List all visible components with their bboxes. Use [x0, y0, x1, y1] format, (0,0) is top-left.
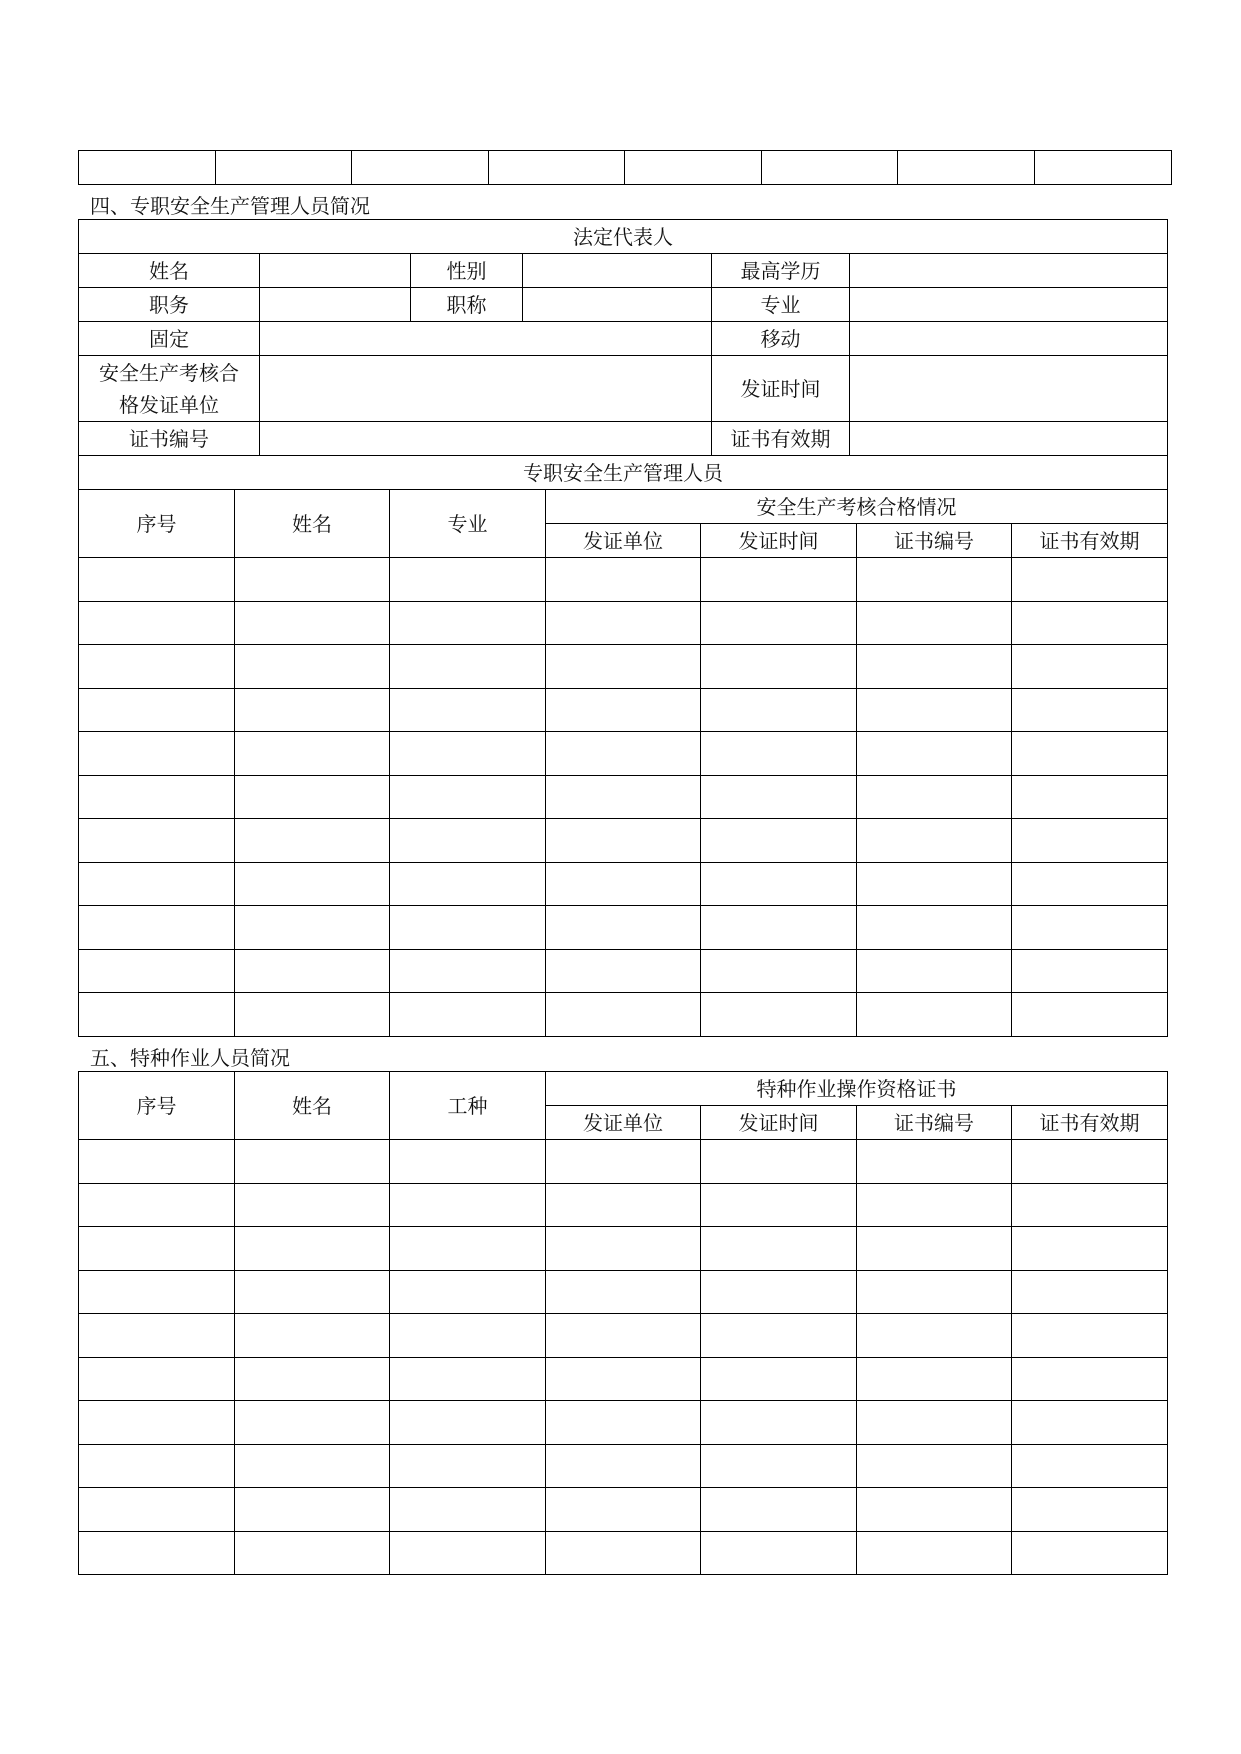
table-cell[interactable] — [1012, 1531, 1168, 1575]
table-cell[interactable] — [235, 906, 390, 950]
table-cell[interactable] — [1012, 732, 1168, 776]
table-cell[interactable] — [857, 819, 1012, 863]
table-cell[interactable] — [235, 1270, 390, 1314]
table-cell[interactable] — [390, 1444, 546, 1488]
table-cell[interactable] — [857, 862, 1012, 906]
empty-cell[interactable] — [216, 151, 352, 185]
table-cell[interactable] — [546, 1183, 701, 1227]
section4-heading: 四、专职安全生产管理人员简况 — [90, 194, 370, 218]
table-cell[interactable] — [1012, 862, 1168, 906]
empty-cell[interactable] — [79, 151, 216, 185]
gender-field[interactable] — [523, 254, 712, 288]
table-cell[interactable] — [235, 993, 390, 1037]
table-cell[interactable] — [546, 1227, 701, 1271]
table-cell[interactable] — [857, 1357, 1012, 1401]
staff-row — [79, 688, 1168, 732]
table-cell[interactable] — [857, 1488, 1012, 1532]
special-ops-row — [79, 1531, 1168, 1575]
table-cell[interactable] — [235, 1183, 390, 1227]
education-label: 最高学历 — [712, 254, 850, 288]
table-cell[interactable] — [701, 906, 857, 950]
table-cell[interactable] — [390, 558, 546, 602]
table-cell[interactable] — [1012, 906, 1168, 950]
cert-valid-field[interactable] — [850, 422, 1168, 456]
table-cell[interactable] — [857, 1444, 1012, 1488]
table-cell[interactable] — [390, 906, 546, 950]
table-cell[interactable] — [79, 1488, 235, 1532]
table-cell[interactable] — [1012, 601, 1168, 645]
table-cell[interactable] — [546, 993, 701, 1037]
table-cell[interactable] — [390, 862, 546, 906]
table-cell[interactable] — [235, 1444, 390, 1488]
table-cell[interactable] — [235, 1488, 390, 1532]
table-cell[interactable] — [390, 819, 546, 863]
staff-col-time: 发证时间 — [701, 524, 857, 558]
table-cell[interactable] — [235, 558, 390, 602]
table-cell[interactable] — [701, 1183, 857, 1227]
table-cell[interactable] — [390, 1140, 546, 1184]
special-ops-row — [79, 1270, 1168, 1314]
name-label: 姓名 — [79, 254, 260, 288]
table-cell[interactable] — [1012, 1444, 1168, 1488]
table-cell[interactable] — [79, 1531, 235, 1575]
empty-cell[interactable] — [762, 151, 898, 185]
table-cell[interactable] — [1012, 819, 1168, 863]
table-cell[interactable] — [79, 949, 235, 993]
table-cell[interactable] — [79, 1444, 235, 1488]
staff-row — [79, 862, 1168, 906]
staff-row — [79, 819, 1168, 863]
table-cell[interactable] — [235, 688, 390, 732]
table-cell[interactable] — [1012, 775, 1168, 819]
staff-title: 专职安全生产管理人员 — [79, 456, 1168, 490]
table-cell[interactable] — [701, 558, 857, 602]
empty-cell[interactable] — [352, 151, 489, 185]
staff-row — [79, 601, 1168, 645]
table-cell[interactable] — [79, 819, 235, 863]
table-cell[interactable] — [546, 601, 701, 645]
table-cell[interactable] — [235, 819, 390, 863]
table-cell[interactable] — [546, 1314, 701, 1358]
table-cell[interactable] — [546, 1357, 701, 1401]
table-cell[interactable] — [546, 688, 701, 732]
cert-time-field[interactable] — [850, 356, 1168, 422]
table-cell[interactable] — [857, 906, 1012, 950]
table-cell[interactable] — [701, 775, 857, 819]
table-cell[interactable] — [857, 732, 1012, 776]
table-cell[interactable] — [546, 1270, 701, 1314]
table-cell[interactable] — [1012, 1401, 1168, 1445]
staff-row — [79, 993, 1168, 1037]
landline-field[interactable] — [260, 322, 712, 356]
table-cell[interactable] — [701, 819, 857, 863]
table-cell[interactable] — [857, 558, 1012, 602]
table-cell[interactable] — [546, 1140, 701, 1184]
staff-row — [79, 732, 1168, 776]
special-ops-row — [79, 1183, 1168, 1227]
table-cell[interactable] — [701, 1140, 857, 1184]
table-cell[interactable] — [235, 732, 390, 776]
table-cell[interactable] — [546, 862, 701, 906]
table-cell[interactable] — [79, 1227, 235, 1271]
table-cell[interactable] — [390, 732, 546, 776]
table-cell[interactable] — [701, 601, 857, 645]
staff-row — [79, 558, 1168, 602]
table-cell[interactable] — [79, 645, 235, 689]
table-cell[interactable] — [546, 558, 701, 602]
empty-cell[interactable] — [1035, 151, 1172, 185]
special-col-cert-no: 证书编号 — [857, 1106, 1012, 1140]
table-cell[interactable] — [79, 688, 235, 732]
table-cell[interactable] — [79, 732, 235, 776]
table-cell[interactable] — [390, 1401, 546, 1445]
special-ops-row — [79, 1357, 1168, 1401]
table-cell[interactable] — [701, 1488, 857, 1532]
major-label: 专业 — [712, 288, 850, 322]
empty-cell[interactable] — [625, 151, 762, 185]
major-field[interactable] — [850, 288, 1168, 322]
table-cell[interactable] — [701, 1531, 857, 1575]
table-cell[interactable] — [79, 1140, 235, 1184]
cert-unit-label: 安全生产考核合格发证单位 — [79, 356, 260, 422]
table-cell[interactable] — [857, 1401, 1012, 1445]
table-cell[interactable] — [235, 1531, 390, 1575]
table-cell[interactable] — [1012, 1183, 1168, 1227]
special-col-name: 姓名 — [235, 1072, 390, 1140]
table-cell[interactable] — [79, 1357, 235, 1401]
table-cell[interactable] — [390, 775, 546, 819]
table-cell[interactable] — [546, 775, 701, 819]
table-cell[interactable] — [701, 949, 857, 993]
staff-row — [79, 775, 1168, 819]
table-cell[interactable] — [1012, 1270, 1168, 1314]
table-cell[interactable] — [857, 1314, 1012, 1358]
table-cell[interactable] — [235, 1357, 390, 1401]
gender-label: 性别 — [411, 254, 523, 288]
table-cell[interactable] — [546, 949, 701, 993]
table-cell[interactable] — [857, 1270, 1012, 1314]
staff-col-unit: 发证单位 — [546, 524, 701, 558]
staff-group-label: 安全生产考核合格情况 — [546, 490, 1168, 524]
cert-unit-field[interactable] — [260, 356, 712, 422]
table-cell[interactable] — [857, 993, 1012, 1037]
table-cell[interactable] — [79, 601, 235, 645]
table-cell[interactable] — [79, 862, 235, 906]
staff-row — [79, 645, 1168, 689]
mobile-field[interactable] — [850, 322, 1168, 356]
special-ops-row — [79, 1140, 1168, 1184]
table-cell[interactable] — [546, 906, 701, 950]
staff-col-no: 序号 — [79, 490, 235, 558]
empty-cell[interactable] — [489, 151, 625, 185]
section5-heading: 五、特种作业人员简况 — [90, 1046, 290, 1070]
position-field[interactable] — [260, 288, 411, 322]
table-cell[interactable] — [701, 862, 857, 906]
cert-no-label: 证书编号 — [79, 422, 260, 456]
table-cell[interactable] — [79, 1401, 235, 1445]
table-cell[interactable] — [390, 949, 546, 993]
table-cell[interactable] — [79, 993, 235, 1037]
table-cell[interactable] — [857, 645, 1012, 689]
table-cell[interactable] — [546, 1488, 701, 1532]
cert-valid-label: 证书有效期 — [712, 422, 850, 456]
special-ops-row — [79, 1488, 1168, 1532]
previous-table-continuation — [78, 150, 1172, 185]
table-cell[interactable] — [1012, 645, 1168, 689]
table-cell[interactable] — [701, 645, 857, 689]
table-cell[interactable] — [857, 1227, 1012, 1271]
table-cell[interactable] — [701, 1357, 857, 1401]
table-cell[interactable] — [390, 1314, 546, 1358]
table-cell[interactable] — [390, 1488, 546, 1532]
cert-no-field[interactable] — [260, 422, 712, 456]
table-cell[interactable] — [390, 1183, 546, 1227]
special-ops-row — [79, 1314, 1168, 1358]
table-cell[interactable] — [235, 1314, 390, 1358]
table-cell[interactable] — [390, 1357, 546, 1401]
special-col-trade: 工种 — [390, 1072, 546, 1140]
table-cell[interactable] — [390, 688, 546, 732]
staff-col-major: 专业 — [390, 490, 546, 558]
table-cell[interactable] — [1012, 1488, 1168, 1532]
table-cell[interactable] — [235, 949, 390, 993]
table-cell[interactable] — [390, 1531, 546, 1575]
table-cell[interactable] — [390, 601, 546, 645]
table-cell[interactable] — [390, 645, 546, 689]
table-cell[interactable] — [857, 949, 1012, 993]
table-cell[interactable] — [701, 1444, 857, 1488]
table-cell[interactable] — [546, 1531, 701, 1575]
table-cell[interactable] — [1012, 993, 1168, 1037]
staff-row — [79, 949, 1168, 993]
special-ops-row — [79, 1227, 1168, 1271]
table-cell[interactable] — [701, 1270, 857, 1314]
table-cell[interactable] — [390, 1227, 546, 1271]
table-cell[interactable] — [701, 1401, 857, 1445]
table-cell[interactable] — [857, 688, 1012, 732]
staff-row — [79, 906, 1168, 950]
special-col-valid: 证书有效期 — [1012, 1106, 1168, 1140]
table-cell[interactable] — [1012, 1357, 1168, 1401]
table-cell[interactable] — [1012, 1140, 1168, 1184]
special-col-time: 发证时间 — [701, 1106, 857, 1140]
table-cell[interactable] — [235, 1140, 390, 1184]
title-field[interactable] — [523, 288, 712, 322]
name-field[interactable] — [260, 254, 411, 288]
table-cell[interactable] — [79, 1270, 235, 1314]
table-cell[interactable] — [1012, 1227, 1168, 1271]
table-cell[interactable] — [390, 1270, 546, 1314]
table-cell[interactable] — [79, 775, 235, 819]
empty-cell[interactable] — [898, 151, 1035, 185]
table-cell[interactable] — [546, 645, 701, 689]
title-label: 职称 — [411, 288, 523, 322]
staff-table — [78, 489, 1168, 1037]
table-cell[interactable] — [546, 732, 701, 776]
table-cell[interactable] — [390, 993, 546, 1037]
special-ops-table — [78, 1071, 1168, 1575]
table-cell[interactable] — [857, 775, 1012, 819]
table-cell[interactable] — [79, 906, 235, 950]
table-cell[interactable] — [79, 1314, 235, 1358]
special-col-no: 序号 — [79, 1072, 235, 1140]
table-cell[interactable] — [79, 558, 235, 602]
special-col-unit: 发证单位 — [546, 1106, 701, 1140]
table-cell[interactable] — [1012, 1314, 1168, 1358]
table-cell[interactable] — [546, 1444, 701, 1488]
table-cell[interactable] — [235, 862, 390, 906]
table-cell[interactable] — [235, 775, 390, 819]
table-cell[interactable] — [1012, 688, 1168, 732]
staff-col-name: 姓名 — [235, 490, 390, 558]
table-cell[interactable] — [701, 1314, 857, 1358]
table-cell[interactable] — [701, 688, 857, 732]
table-cell[interactable] — [79, 1183, 235, 1227]
staff-col-cert-no: 证书编号 — [857, 524, 1012, 558]
table-cell[interactable] — [235, 601, 390, 645]
table-cell[interactable] — [1012, 558, 1168, 602]
special-ops-row — [79, 1401, 1168, 1445]
table-cell[interactable] — [235, 645, 390, 689]
table-cell[interactable] — [546, 1401, 701, 1445]
table-cell[interactable] — [1012, 949, 1168, 993]
table-cell[interactable] — [235, 1227, 390, 1271]
landline-label: 固定 — [79, 322, 260, 356]
table-cell[interactable] — [546, 819, 701, 863]
position-label: 职务 — [79, 288, 260, 322]
special-ops-row — [79, 1444, 1168, 1488]
table-cell[interactable] — [857, 1183, 1012, 1227]
table-cell[interactable] — [235, 1401, 390, 1445]
table-cell[interactable] — [701, 993, 857, 1037]
special-group-label: 特种作业操作资格证书 — [546, 1072, 1168, 1106]
table-cell[interactable] — [857, 1140, 1012, 1184]
legal-rep-title: 法定代表人 — [79, 220, 1168, 254]
legal-rep-table — [78, 219, 1168, 490]
mobile-label: 移动 — [712, 322, 850, 356]
education-field[interactable] — [850, 254, 1168, 288]
table-cell[interactable] — [857, 601, 1012, 645]
staff-col-valid: 证书有效期 — [1012, 524, 1168, 558]
table-cell[interactable] — [857, 1531, 1012, 1575]
table-cell[interactable] — [701, 732, 857, 776]
cert-time-label: 发证时间 — [712, 356, 850, 422]
table-cell[interactable] — [701, 1227, 857, 1271]
